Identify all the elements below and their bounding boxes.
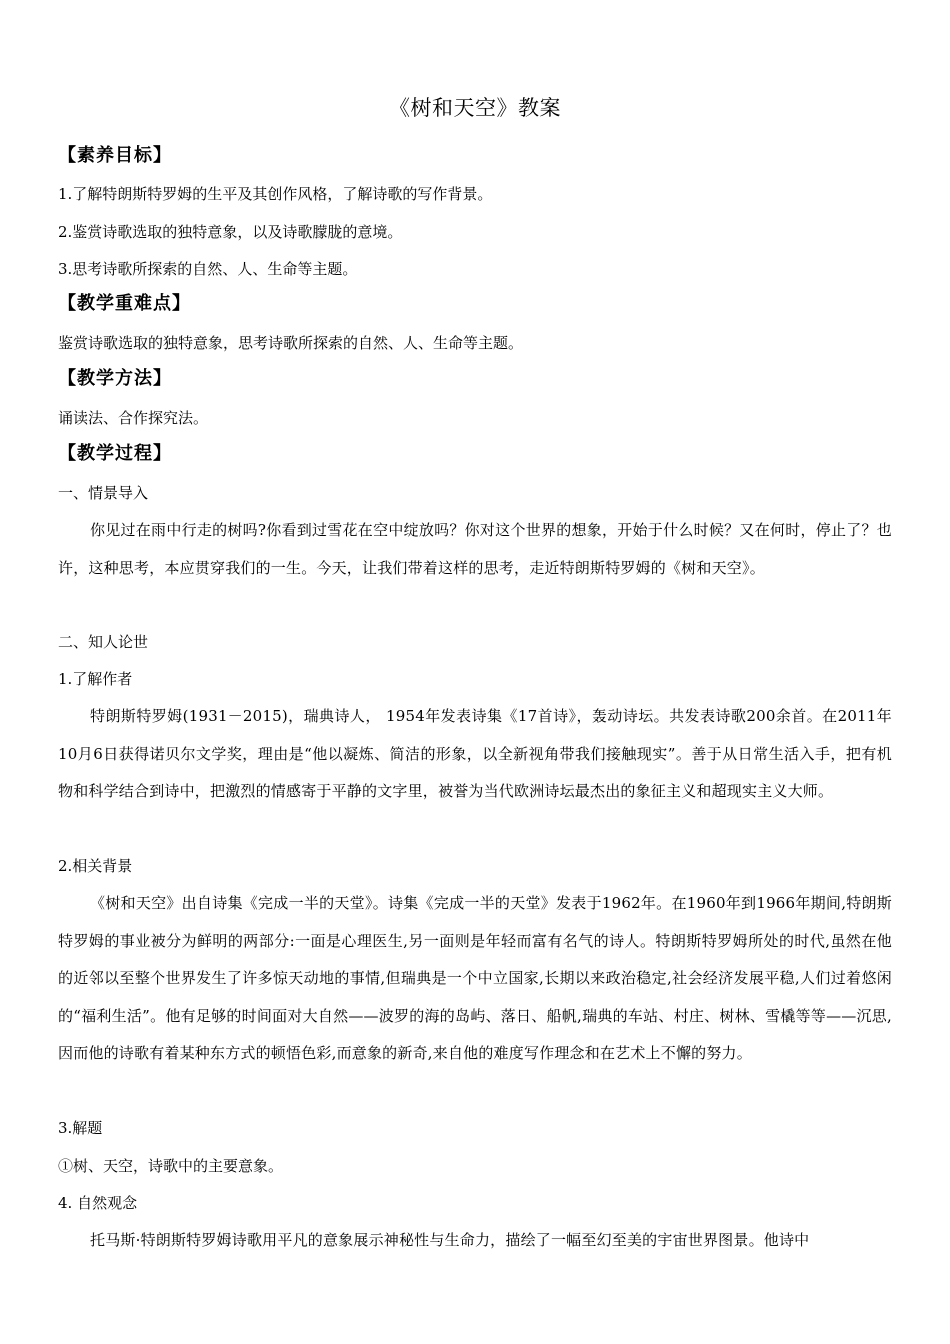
part2-heading: 二、知人论世 <box>58 633 149 651</box>
goal-item: 2.鉴赏诗歌选取的独特意象，以及诗歌朦胧的意境。 <box>58 223 403 241</box>
sub2-paragraph: 《树和天空》出自诗集《完成一半的天堂》。诗集《完成一半的天堂》发表于1962年。在1960年到1966年期间,特朗斯特罗姆的事业被分为鲜明的两部分:一面是心理医生,另一面则是年轻而富有名气的诗人。特朗斯特罗姆所处的时代,虽然在他的近邻以至整个世界发生了许多惊天动地的事情,但瑞典是一个中立国家,长期以来政治稳定,社会经济发展平稳,人们过着悠闲的“福利生活”。他有足够的时间面对大自然——波罗的海的岛屿、落日、船帆,瑞典的车站、村庄、树林、雪橇等等——沉思,因而他的诗歌有着某种东方式的顿悟色彩,而意象的新奇,来自他的难度写作理念和在艺术上不懈的努力。 <box>58 894 892 1062</box>
sub3-text: ①树、天空，诗歌中的主要意象。 <box>58 1157 284 1175</box>
sub1-heading: 1.了解作者 <box>58 670 133 688</box>
key-points-text: 鉴赏诗歌选取的独特意象，思考诗歌所探索的自然、人、生命等主题。 <box>58 334 524 352</box>
page-title: 《树和天空》教案 <box>389 96 561 120</box>
process-heading: 【教学过程】 <box>58 443 172 464</box>
methods-heading: 【教学方法】 <box>58 368 172 389</box>
goal-item: 1.了解特朗斯特罗姆的生平及其创作风格，了解诗歌的写作背景。 <box>58 185 493 203</box>
methods-text: 诵读法、合作探究法。 <box>58 409 209 427</box>
sub1-paragraph: 特朗斯特罗姆(1931－2015)，瑞典诗人， 1954年发表诗集《17首诗》，轰动诗坛。共发表诗歌200余首。在2011年10月6日获得诺贝尔文学奖，理由是“他以凝炼、简洁的形象，以全新视角带我们接触现实”。善于从日常生活入手，把有机物和科学结合到诗中，把激烈的情感寄于平静的文字里，被誉为当代欧洲诗坛最杰出的象征主义和超现实主义大师。 <box>58 707 892 800</box>
sub2-heading: 2.相关背景 <box>58 857 133 875</box>
goals-heading: 【素养目标】 <box>58 145 172 166</box>
sub4-paragraph: 托马斯·特朗斯特罗姆诗歌用平凡的意象展示神秘性与生命力，描绘了一幅至幻至美的宇宙世界图景。他诗中 <box>90 1231 810 1249</box>
key-points-heading: 【教学重难点】 <box>58 293 191 314</box>
part1-paragraph: 你见过在雨中行走的树吗?你看到过雪花在空中绽放吗？你对这个世界的想象，开始于什么时候？又在何时，停止了？也许，这种思考，本应贯穿我们的一生。今天，让我们带着这样的思考，走近特朗斯特罗姆的《树和天空》。 <box>58 521 892 577</box>
sub3-heading: 3.解题 <box>58 1119 103 1137</box>
goal-item: 3.思考诗歌所探索的自然、人、生命等主题。 <box>58 260 358 278</box>
part1-heading: 一、情景导入 <box>58 484 149 502</box>
sub4-heading: 4. 自然观念 <box>58 1194 138 1212</box>
